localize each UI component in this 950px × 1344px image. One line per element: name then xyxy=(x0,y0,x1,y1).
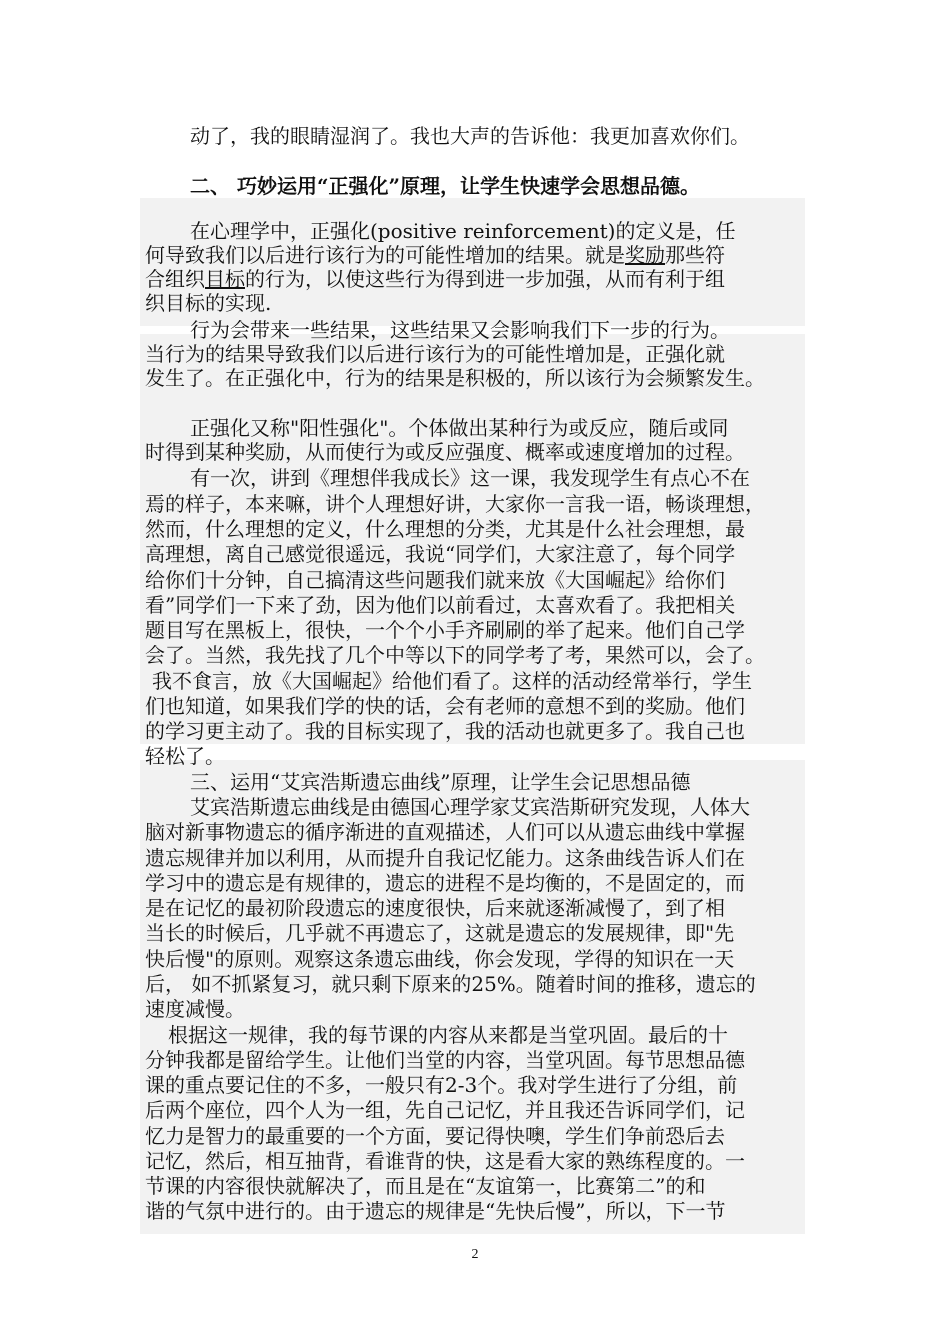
paragraph-line: 给你们十分钟，自己搞清这些问题我们就来放《大国崛起》给你们 xyxy=(145,568,725,592)
paragraph-line: 根据这一规律，我的每节课的内容从来都是当堂巩固。最后的十 xyxy=(168,1023,728,1047)
paragraph-line: 焉的样子，本来嘛，讲个人理想好讲，大家你一言我一语，畅谈理想， xyxy=(145,492,765,516)
paragraph-line: 分钟我都是留给学生。让他们当堂的内容，当堂巩固。每节思想品德 xyxy=(145,1048,745,1072)
paragraph-line: 我不食言，放《大国崛起》给他们看了。这样的活动经常举行，学生 xyxy=(152,669,752,693)
paragraph-line: 们也知道，如果我们学的快的话，会有老师的意想不到的奖励。他们 xyxy=(145,694,745,718)
section-2-heading: 二、 巧妙运用“正强化”原理，让学生快速学会思想品德。 xyxy=(190,174,700,198)
paragraph-line: 正强化又称"阳性强化"。个体做出某种行为或反应，随后或同 xyxy=(190,416,729,440)
paragraph-line: 当行为的结果导致我们以后进行该行为的可能性增加是，正强化就 xyxy=(145,342,725,366)
paragraph-line: 遗忘规律并加以利用，从而提升自我记忆能力。这条曲线告诉人们在 xyxy=(145,846,745,870)
paragraph-line: 后， 如不抓紧复习，就只剩下原来的25%。随着时间的推移，遗忘的 xyxy=(145,972,756,996)
paragraph-line: 看”同学们一下来了劲，因为他们以前看过，太喜欢看了。我把相关 xyxy=(145,593,736,617)
paragraph-line: 课的重点要记住的不多，一般只有2-3个。我对学生进行了分组，前 xyxy=(145,1073,738,1097)
paragraph-line: 节课的内容很快就解决了，而且是在“友谊第一，比赛第二”的和 xyxy=(145,1174,706,1198)
paragraph-line: 轻松了。 xyxy=(145,744,225,768)
paragraph-line: 记忆，然后，相互抽背，看谁背的快，这是看大家的熟练程度的。一 xyxy=(145,1149,745,1173)
paragraph-line: 脑对新事物遗忘的循序渐进的直观描述，人们可以从遗忘曲线中掌握 xyxy=(145,820,745,844)
paragraph-line: 题目写在黑板上，很快，一个个小手齐刷刷的举了起来。他们自己学 xyxy=(145,618,745,642)
paragraph-line: 发生了。在正强化中，行为的结果是积极的，所以该行为会频繁发生。 xyxy=(145,366,765,390)
paragraph-line: 谐的气氛中进行的。由于遗忘的规律是“先快后慢”，所以，下一节 xyxy=(145,1199,726,1223)
paragraph-line: 是在记忆的最初阶段遗忘的速度很快，后来就逐渐减慢了，到了相 xyxy=(145,896,725,920)
paragraph-line: 行为会带来一些结果，这些结果又会影响我们下一步的行为。 xyxy=(190,318,730,342)
link-goal[interactable]: 目标 xyxy=(205,267,245,291)
paragraph-line: 织目标的实现. xyxy=(145,291,272,315)
link-reward[interactable]: 奖励 xyxy=(625,243,665,267)
paragraph-line: 时得到某种奖励，从而使行为或反应强度、概率或速度增加的过程。 xyxy=(145,440,745,464)
paragraph-line: 速度减慢。 xyxy=(145,997,245,1021)
paragraph-line: 合组织目标的行为，以使这些行为得到进一步加强，从而有利于组 xyxy=(145,267,725,291)
paragraph-line: 忆力是智力的最重要的一个方面，要记得快噢，学生们争前恐后去 xyxy=(145,1124,725,1148)
paragraph-line: 快后慢"的原则。观察这条遗忘曲线，你会发现，学得的知识在一天 xyxy=(145,947,735,971)
section-3-heading: 三、运用“艾宾浩斯遗忘曲线”原理，让学生会记思想品德 xyxy=(190,770,691,794)
paragraph-line: 当长的时候后，几乎就不再遗忘了，这就是遗忘的发展规律，即"先 xyxy=(145,921,735,945)
paragraph-line: 后两个座位，四个人为一组，先自己记忆，并且我还告诉同学们，记 xyxy=(145,1098,745,1122)
paragraph-line: 然而，什么理想的定义，什么理想的分类，尤其是什么社会理想，最 xyxy=(145,517,745,541)
paragraph-line: 会了。当然，我先找了几个中等以下的同学考了考，果然可以，会了。 xyxy=(145,643,765,667)
paragraph-line: 学习中的遗忘是有规律的，遗忘的进程不是均衡的，不是固定的，而 xyxy=(145,871,745,895)
paragraph-line: 艾宾浩斯遗忘曲线是由德国心理学家艾宾浩斯研究发现，人体大 xyxy=(190,795,750,819)
paragraph-line: 高理想，离自己感觉很遥远，我说“同学们，大家注意了，每个同学 xyxy=(145,542,736,566)
paragraph-line: 有一次，讲到《理想伴我成长》这一课，我发现学生有点心不在 xyxy=(190,466,750,490)
paragraph-line: 何导致我们以后进行该行为的可能性增加的结果。就是奖励那些符 xyxy=(145,243,725,267)
paragraph-line: 的学习更主动了。我的目标实现了，我的活动也就更多了。我自己也 xyxy=(145,719,745,743)
paragraph-line: 在心理学中，正强化(positive reinforcement)的定义是，任 xyxy=(190,219,736,243)
intro-line: 动了，我的眼睛湿润了。我也大声的告诉他：我更加喜欢你们。 xyxy=(190,124,750,148)
page-number: 2 xyxy=(471,1247,479,1262)
